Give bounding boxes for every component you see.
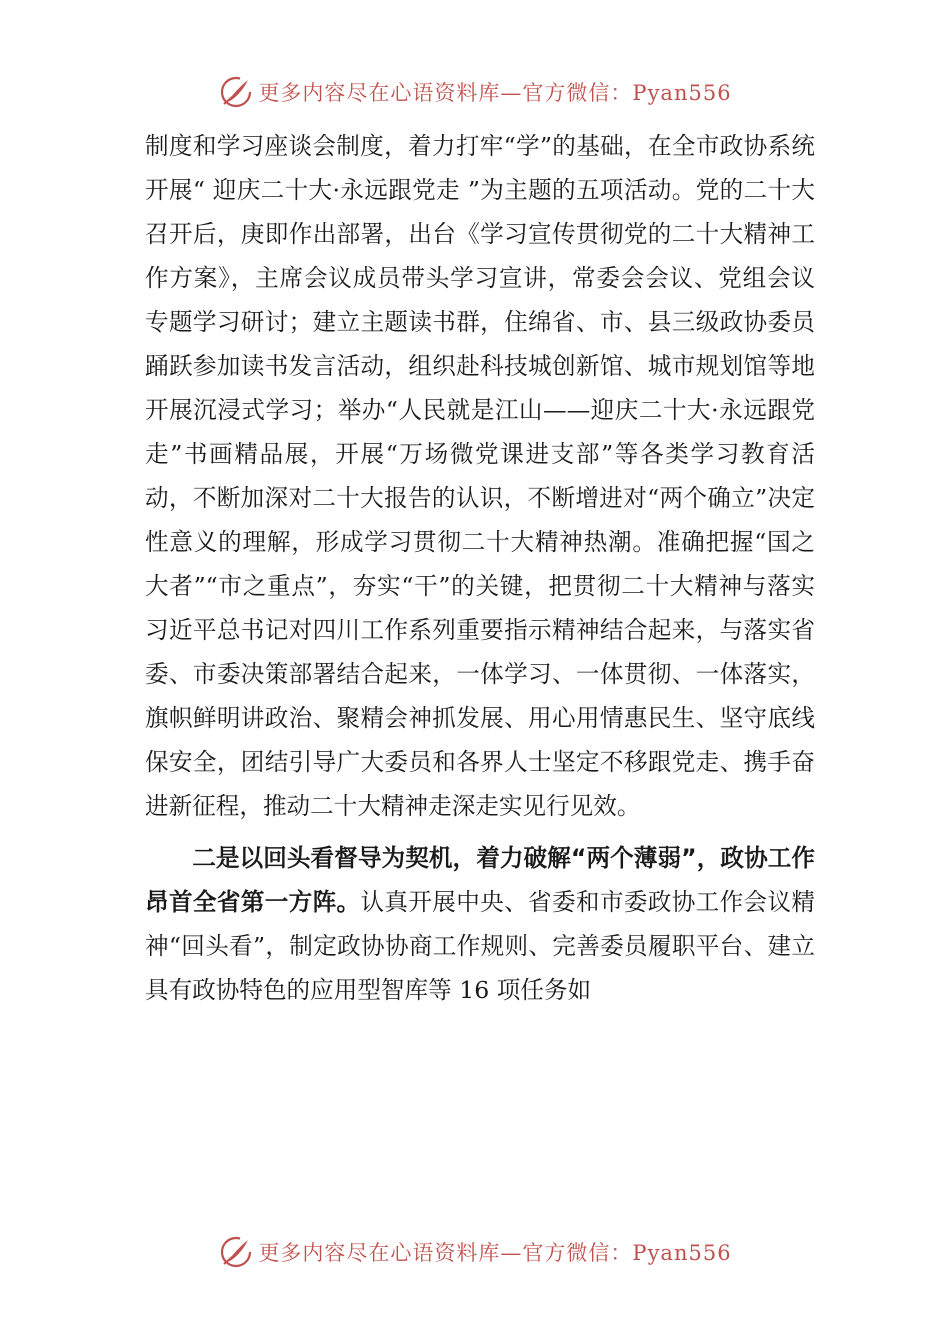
document-body — [145, 124, 815, 1012]
paragraph-heading: 二是以回头看督导为契机，着力破解“两个薄弱”，政协工作昂首全省第一方阵。 — [145, 844, 815, 916]
quill-pen-logo-icon — [218, 74, 254, 110]
paragraph-text: 认真开展中央、省委和市委政协工作会议精神“回头看”，制定政协协商工作规则、完善委员履职平台、建立具有政协特色的应用型智库等 16 项任务如 — [145, 888, 815, 1004]
body-paragraph — [145, 836, 815, 1012]
header-watermark-banner — [0, 70, 950, 114]
footer-watermark-text: 更多内容尽在心语资料库—官方微信：Pyan556 — [258, 1241, 732, 1265]
body-paragraph: 制度和学习座谈会制度，着力打牢“学”的基础，在全市政协系统开展“ 迎庆二十大·永远跟党走 ”为主题的五项活动。党的二十大召开后，庚即作出部署，出台《学习宣传贯彻党的二十大精神工作方案》，主席会议成员带头学习宣讲，常委会会议、党组会议专题学习研讨；建立主题读书群，住绵省、市、县三级政协委员踊跃参加读书发言活动，组织赴科技城创新馆、城市规划馆等地开展沉浸式学习；举办“人民就是江山——迎庆二十大·永远跟党走”书画精品展，开展“万场微党课进支部”等各类学习教育活动，不断加深对二十大报告的认识，不断增进对“两个确立”决定性意义的理解，形成学习贯彻二十大精神热潮。准确把握“国之大者”“市之重点”，夯实“干”的关键，把贯彻二十大精神与落实习近平总书记对四川工作系列重要指示精神结合起来，与落实省委、市委决策部署结合起来，一体学习、一体贯彻、一体落实，旗帜鲜明讲政治、聚精会神抓发展、用心用情惠民生、坚守底线保安全，团结引导广大委员和各界人士坚定不移跟党走、携手奋进新征程，推动二十大精神走深走实见行见效。 — [145, 132, 815, 820]
footer-watermark-banner — [0, 1230, 950, 1274]
quill-pen-logo-icon — [218, 1234, 254, 1270]
header-watermark-text: 更多内容尽在心语资料库—官方微信：Pyan556 — [258, 81, 732, 105]
